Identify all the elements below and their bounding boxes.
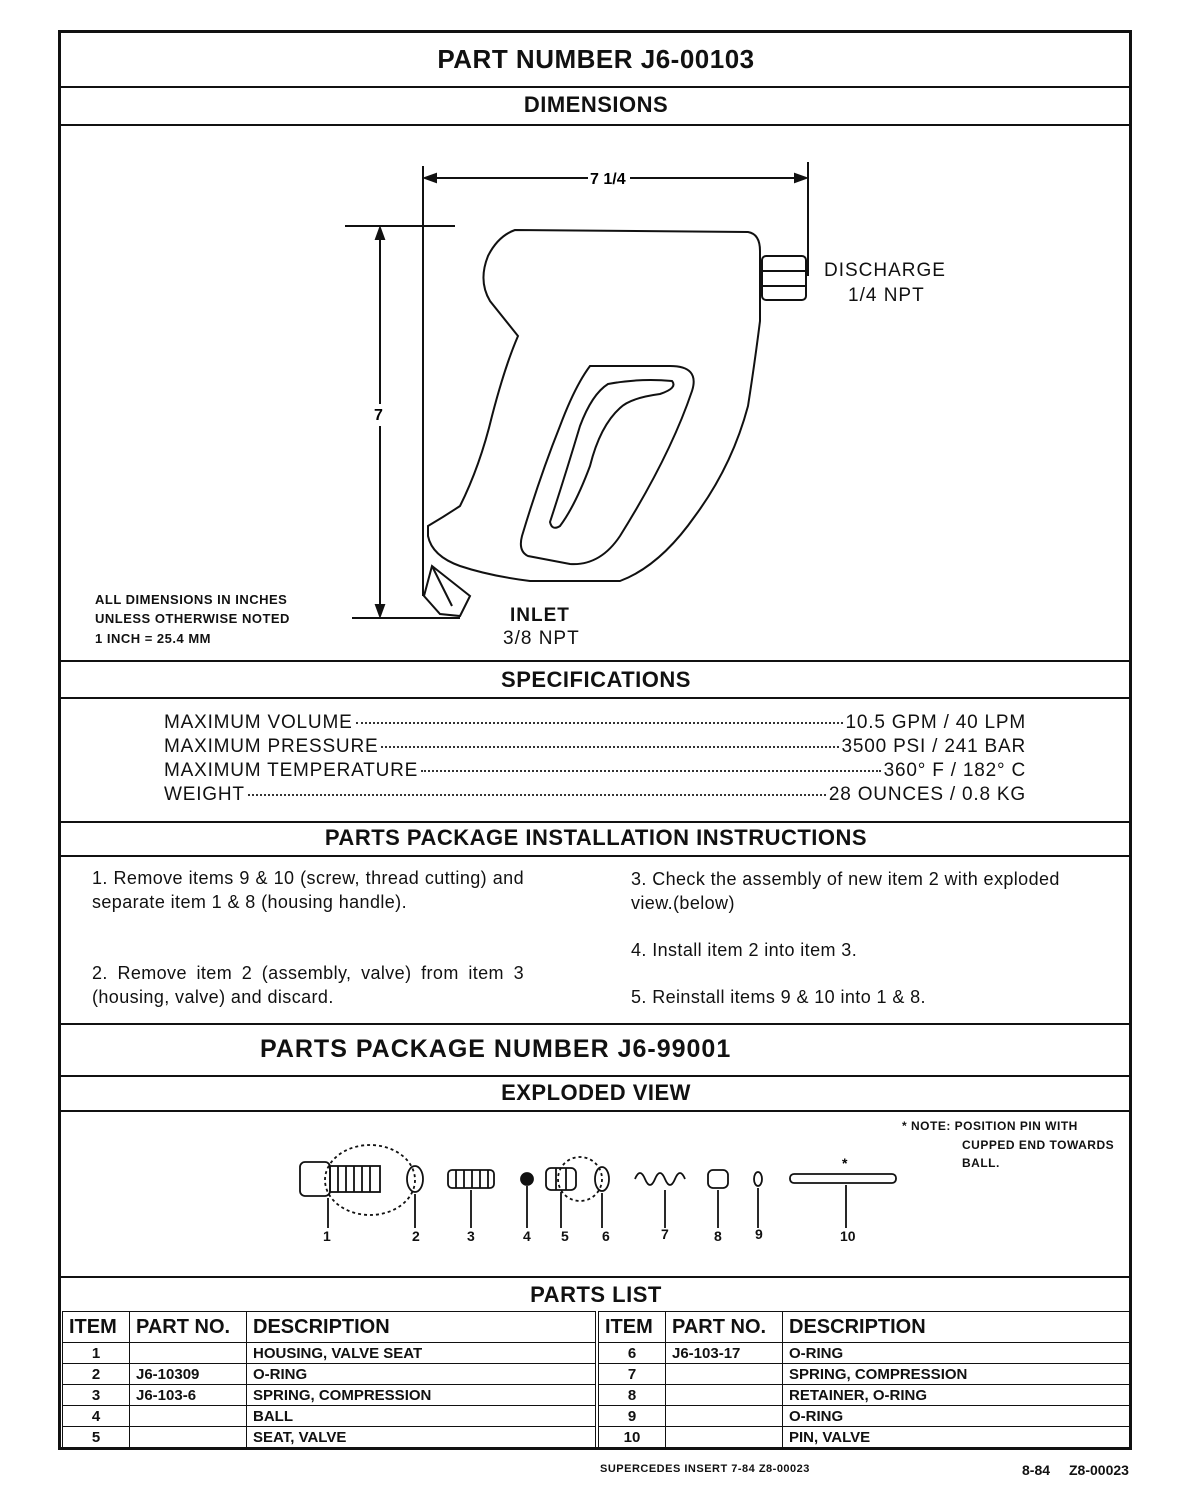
rule — [60, 697, 1132, 699]
item-cell: 2 — [63, 1364, 130, 1385]
part-cell: J6-103-17 — [666, 1343, 783, 1364]
rule — [60, 86, 1132, 88]
table-row — [599, 1385, 1132, 1406]
rule — [60, 1023, 1132, 1025]
width-dimension-label: 7 1/4 — [590, 171, 626, 188]
description-cell: SPRING, COMPRESSION — [783, 1364, 1132, 1385]
spec-row — [164, 784, 1026, 808]
pin-note-line-3: BALL. — [962, 1156, 1000, 1170]
table-header-row — [63, 1312, 596, 1343]
instruction-step-1: 1. Remove items 9 & 10 (screw, thread cutting) and separate item 1 & 8 (housing handle). — [92, 868, 524, 912]
description-cell: RETAINER, O-RING — [783, 1385, 1132, 1406]
rule — [60, 660, 1132, 662]
item-cell: 4 — [63, 1406, 130, 1427]
part-cell: J6-10309 — [130, 1364, 247, 1385]
part-label: 3 — [467, 1228, 475, 1244]
instruction-step-4: 4. Install item 2 into item 3. — [631, 940, 858, 960]
table-header-row — [599, 1312, 1132, 1343]
part-cell — [130, 1406, 247, 1427]
description-cell: PIN, VALVE — [783, 1427, 1132, 1448]
installation-heading: PARTS PACKAGE INSTALLATION INSTRUCTIONS — [324, 825, 868, 850]
column-header: PART NO. — [130, 1312, 247, 1343]
item-cell: 10 — [599, 1427, 666, 1448]
column-header: DESCRIPTION — [783, 1312, 1132, 1343]
item-cell: 5 — [63, 1427, 130, 1448]
spec-label: MAXIMUM VOLUME — [164, 712, 353, 733]
part-label: 6 — [602, 1228, 610, 1244]
part-label: 7 — [661, 1226, 669, 1242]
part-label: 4 — [523, 1228, 531, 1244]
table-row — [63, 1406, 596, 1427]
spec-row — [164, 736, 1026, 760]
spec-value: 28 OUNCES / 0.8 KG — [828, 784, 1026, 805]
spec-label: MAXIMUM PRESSURE — [164, 736, 379, 757]
parts-table-left — [62, 1311, 596, 1448]
table-row — [599, 1364, 1132, 1385]
page-title: PART NUMBER J6-00103 — [437, 44, 755, 74]
column-header: ITEM — [599, 1312, 666, 1343]
description-cell: O-RING — [783, 1343, 1132, 1364]
pin-note-line-1: * NOTE: POSITION PIN WITH — [902, 1119, 1078, 1133]
table-row — [599, 1343, 1132, 1364]
column-header: PART NO. — [666, 1312, 783, 1343]
part-label: 10 — [840, 1228, 856, 1244]
discharge-label: DISCHARGE — [824, 260, 946, 281]
table-row — [599, 1427, 1132, 1448]
item-cell: 8 — [599, 1385, 666, 1406]
dimensions-heading: DIMENSIONS — [523, 92, 669, 117]
part-label: 8 — [714, 1228, 722, 1244]
item-cell: 3 — [63, 1385, 130, 1406]
height-dimension-label: 7 — [374, 407, 383, 424]
description-cell: O-RING — [783, 1406, 1132, 1427]
rule — [60, 1075, 1132, 1077]
description-cell: BALL — [247, 1406, 596, 1427]
instruction-step-5: 5. Reinstall items 9 & 10 into 1 & 8. — [631, 987, 926, 1007]
dimension-note-3: 1 INCH = 25.4 MM — [95, 631, 212, 646]
spec-row — [164, 760, 1026, 784]
dimension-drawing — [60, 126, 1132, 660]
part-cell — [666, 1406, 783, 1427]
table-row — [63, 1343, 596, 1364]
column-header: DESCRIPTION — [247, 1312, 596, 1343]
spec-label: WEIGHT — [164, 784, 245, 805]
pin-note-marker: * — [842, 1155, 848, 1171]
part-label: 9 — [755, 1226, 763, 1242]
package-title: PARTS PACKAGE NUMBER J6-99001 — [260, 1035, 732, 1063]
part-cell — [130, 1343, 247, 1364]
part-label: 5 — [561, 1228, 569, 1244]
description-cell: O-RING — [247, 1364, 596, 1385]
exploded-view-heading: EXPLODED VIEW — [501, 1080, 691, 1105]
spec-label: MAXIMUM TEMPERATURE — [164, 760, 419, 781]
dimension-note-1: ALL DIMENSIONS IN INCHES — [95, 592, 288, 607]
inlet-size: 3/8 NPT — [503, 628, 580, 649]
part-cell — [666, 1427, 783, 1448]
table-row — [63, 1364, 596, 1385]
spec-value: 10.5 GPM / 40 LPM — [845, 712, 1026, 733]
exploded-view-drawing — [290, 1140, 910, 1230]
table-row — [63, 1385, 596, 1406]
rule — [60, 1110, 1132, 1112]
inlet-label: INLET — [510, 605, 570, 626]
instruction-step-3: 3. Check the assembly of new item 2 with exploded view.(below) — [631, 869, 1060, 913]
item-cell: 9 — [599, 1406, 666, 1427]
spec-row — [164, 712, 1026, 736]
description-cell: HOUSING, VALVE SEAT — [247, 1343, 596, 1364]
item-cell: 1 — [63, 1343, 130, 1364]
table-row — [63, 1427, 596, 1448]
parts-table-right — [598, 1311, 1132, 1448]
part-cell: J6-103-6 — [130, 1385, 247, 1406]
specifications-heading: SPECIFICATIONS — [501, 667, 691, 692]
spec-value: 3500 PSI / 241 BAR — [841, 736, 1026, 757]
discharge-size: 1/4 NPT — [848, 285, 925, 306]
parts-list-heading: PARTS LIST — [530, 1282, 662, 1307]
description-cell: SEAT, VALVE — [247, 1427, 596, 1448]
column-header: ITEM — [63, 1312, 130, 1343]
footer-doc-number: Z8-00023 — [1069, 1462, 1129, 1478]
part-label: 1 — [323, 1228, 331, 1244]
supercedes-note: SUPERCEDES INSERT 7-84 Z8-00023 — [600, 1463, 810, 1475]
dimension-note-2: UNLESS OTHERWISE NOTED — [95, 611, 290, 626]
table-row — [599, 1406, 1132, 1427]
part-cell — [666, 1385, 783, 1406]
rule — [60, 855, 1132, 857]
footer-date: 8-84 — [1022, 1462, 1051, 1478]
description-cell: SPRING, COMPRESSION — [247, 1385, 596, 1406]
instruction-step-2: 2. Remove item 2 (assembly, valve) from item 3 (housing, valve) and discard. — [92, 963, 524, 1007]
item-cell: 6 — [599, 1343, 666, 1364]
part-cell — [666, 1364, 783, 1385]
part-label: 2 — [412, 1228, 420, 1244]
spec-value: 360° F / 182° C — [883, 760, 1026, 781]
part-cell — [130, 1427, 247, 1448]
rule — [60, 1276, 1132, 1278]
item-cell: 7 — [599, 1364, 666, 1385]
pin-note-line-2: CUPPED END TOWARDS — [962, 1138, 1115, 1152]
rule — [60, 821, 1132, 823]
